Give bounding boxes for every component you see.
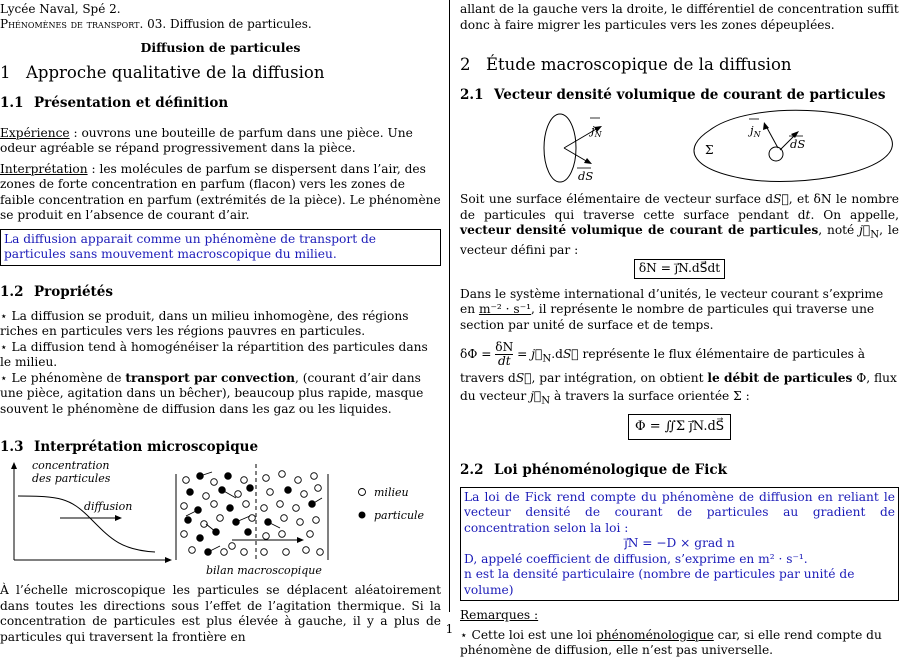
particle-dot <box>225 473 232 480</box>
interpretation-paragraph <box>0 162 441 224</box>
fraction-dN-dt: $\frac{\delta N}{dt}$ <box>495 340 514 369</box>
formula-2-wrapper <box>460 414 899 440</box>
medium-dot <box>303 547 310 554</box>
remark-text-b: car, si elle rend compte du phénomène de diffusion, elle n’est pas universelle. <box>460 627 882 658</box>
document-title: Diffusion de particules <box>140 40 301 55</box>
label-dS-2: dS <box>790 137 806 151</box>
star-bullet-icon: ⋆ <box>0 308 12 323</box>
section-2-2-title <box>460 462 899 479</box>
concentration-graph <box>11 460 172 563</box>
medium-dot <box>261 549 268 556</box>
medium-dot <box>203 493 210 500</box>
flux-text-a: représente le flux élémentaire de particules à travers d <box>460 347 866 385</box>
definition-box: La diffusion apparait comme un phénomène de transport de particules sans mouvement macroscopique du milieu. <box>0 229 441 266</box>
formula-2: Φ = ∬Σ j⃗N.dS⃗ <box>628 414 731 440</box>
section-1-2-text: Propriétés <box>34 283 113 300</box>
property-item-1 <box>0 309 441 340</box>
flux-text-c: Φ, flux du vecteur <box>460 370 897 403</box>
section-1-2-number: 1.2 <box>0 283 24 300</box>
medium-dot <box>315 485 322 492</box>
fick-formula: j⃗N = −D × grad n <box>624 536 735 551</box>
medium-dot <box>243 501 250 508</box>
section-1-2-title <box>0 284 441 301</box>
label-jN-main: j <box>591 123 595 137</box>
column-divider <box>449 0 450 612</box>
medium-dot <box>235 491 242 498</box>
particle-dot <box>227 505 234 512</box>
medium-dot <box>279 471 286 478</box>
experience-text: : ouvrons une bouteille de parfum dans une pièce. Une odeur agréable se répand progressivement dans la pièce. <box>0 125 413 155</box>
property-item-2-text: La diffusion tend à homogénéiser la répartition des particules dans le milieu. <box>0 339 428 369</box>
section-2-2-number: 2.2 <box>460 461 484 478</box>
page-number: 1 <box>445 622 454 636</box>
def-text-e: , le vecteur défini par : <box>460 223 899 257</box>
def-text-b: , et δN le nombre de particules qui traverse cette surface pendant d <box>460 192 899 222</box>
medium-dot <box>279 531 286 538</box>
medium-dot <box>277 501 284 508</box>
particle-dot <box>185 517 192 524</box>
diffusion-figure <box>0 460 441 582</box>
flux-text-bold: le débit de particules <box>707 370 853 385</box>
label-jN-2 <box>747 123 762 139</box>
def-text-c: . On appelle, <box>810 207 899 222</box>
property-item-2 <box>0 340 441 371</box>
remark-underlined: phénoménologique <box>595 627 714 642</box>
medium-dot <box>307 531 314 538</box>
particle-box <box>176 464 328 577</box>
units-paragraph <box>460 287 899 334</box>
section-1-3-number: 1.3 <box>0 439 24 455</box>
header-school: Lycée Naval, Spé 2. <box>0 2 121 16</box>
medium-dot <box>261 505 268 512</box>
header-chapter: . 03. Diffusion de particules. <box>139 17 312 31</box>
medium-dot <box>217 515 224 522</box>
section-1-1-title <box>0 95 441 112</box>
section-1-1-number: 1.1 <box>0 94 24 111</box>
header-course <box>0 17 441 32</box>
medium-dot <box>183 477 190 484</box>
interpretation-label: Interprétation <box>0 161 88 176</box>
property-item-3-text-a: Le phénomène de <box>11 370 126 385</box>
def-text-bold: vecteur densité volumique de courant de particules <box>460 223 819 237</box>
medium-dot <box>317 549 324 556</box>
experience-label: Expérience <box>0 125 70 140</box>
star-bullet-icon: ⋆ <box>0 370 12 385</box>
label-jN-2-sub: N <box>753 130 761 139</box>
medium-dot <box>311 473 318 480</box>
medium-dot <box>189 547 196 554</box>
def-text-d: , noté <box>818 223 860 237</box>
particle-dot <box>197 535 204 542</box>
legend-milieu: milieu <box>374 486 409 499</box>
right-column <box>460 0 899 659</box>
units-unit: m⁻² · s⁻¹ <box>478 302 532 317</box>
property-item-3 <box>0 371 441 418</box>
section-1-text: Approche qualitative de la diffusion <box>26 62 325 82</box>
particule-symbol-icon <box>359 512 366 519</box>
figure-label-concentration-2: des particules <box>32 472 111 485</box>
particle-dot <box>187 489 194 496</box>
medium-dot <box>267 489 274 496</box>
medium-dot <box>283 549 290 556</box>
units-text-a: Dans le système international d’unités, le vecteur courant s’exprime en <box>460 286 884 317</box>
remarks-label-text: Remarques : <box>460 608 539 623</box>
definition-paragraph: Soit une surface élémentaire de vecteur surface dS⃗, et δN le nombre de particules qui traverse cette surface pendant dt. On appelle, vecteur densité volumique de courant de particules, noté $j⃗_N$, le vecteur défini par : <box>460 192 899 257</box>
motion-arrow <box>206 524 216 532</box>
label-sigma: Σ <box>705 143 714 157</box>
surface-element-sketch <box>544 114 603 183</box>
current-density-figure <box>460 108 899 188</box>
section-1-3-title <box>0 439 441 456</box>
particle-dot <box>285 487 292 494</box>
section-1-title <box>0 63 441 83</box>
experience-paragraph <box>0 126 441 157</box>
medium-dot <box>229 543 236 550</box>
medium-dot <box>301 491 308 498</box>
medium-dot <box>263 533 270 540</box>
left-column <box>0 0 441 645</box>
medium-dot <box>181 531 188 538</box>
units-text-b: , il représente le nombre de particules qui traverse une section par unité de surface et de temps. <box>460 302 875 332</box>
section-2-2-text: Loi phénoménologique de Fick <box>494 461 727 478</box>
continued-paragraph: allant de la gauche vers la droite, le différentiel de concentration suffit donc à faire migrer les particules vers les zones dépeuplées. <box>460 2 899 32</box>
section-2-number: 2 <box>460 55 471 74</box>
property-item-1-text: La diffusion se produit, dans un milieu inhomogène, des régions riches en particules vers les régions pauvres en particules. <box>0 308 409 338</box>
medium-dot <box>211 501 218 508</box>
label-dS: dS <box>578 169 594 183</box>
star-bullet-icon: ⋆ <box>460 627 472 642</box>
property-item-3-bold: transport par convection <box>125 370 295 385</box>
medium-dot <box>241 477 248 484</box>
milieu-symbol-icon <box>359 489 366 496</box>
section-2-1-title <box>460 87 899 104</box>
medium-dot <box>211 479 218 486</box>
fick-line-2: D, appelé coefficient de diffusion, s’exprime en m² · s⁻¹. <box>464 551 808 566</box>
figure-legend <box>359 486 425 522</box>
section-2-1-number: 2.1 <box>460 87 484 103</box>
figure-label-bilan: bilan macroscopique <box>206 564 322 577</box>
fick-line-3: n est la densité particulaire (nombre de particules par unité de volume) <box>464 567 855 597</box>
medium-dot <box>313 517 320 524</box>
label-jN <box>588 123 603 139</box>
microscopic-paragraph: À l’échelle microscopique les particules se déplacent aléatoirement dans toutes les directions sous l’effet de l’agitation thermique. Si la concentration de particules est plus élevée à gauche, il y a plus de particules qui traversent la frontière en <box>0 583 441 644</box>
particle-dot <box>247 485 254 492</box>
def-text-a: Soit une surface élémentaire de vecteur surface d <box>460 192 774 206</box>
medium-dot <box>181 503 188 510</box>
medium-dot <box>293 505 300 512</box>
flux-paragraph: δΦ = $\frac{\delta N}{dt}$ = $j⃗_N.dS⃗$ représente le flux élémentaire de particules à travers dS⃗, par intégration, on obtient le débit de particules Φ, flux du vecteur $j⃗_N$ à travers la surface orientée Σ : <box>460 340 897 407</box>
remark-text-a: Cette loi est une loi <box>471 627 596 642</box>
flux-text-d: à travers la surface orientée Σ : <box>550 388 750 403</box>
star-bullet-icon: ⋆ <box>0 339 12 354</box>
legend-particule: particule <box>374 509 425 522</box>
label-jN-2-main: j <box>750 123 754 137</box>
figure-label-diffusion: diffusion <box>84 500 133 513</box>
section-1-1-text: Présentation et définition <box>34 94 229 111</box>
medium-dot <box>263 475 270 482</box>
formula-1-wrapper <box>460 259 899 279</box>
figure-label-concentration-1: concentration <box>32 460 110 472</box>
particles-group <box>181 471 324 556</box>
medium-dot <box>297 519 304 526</box>
motion-arrow <box>222 490 236 498</box>
closed-surface-sketch <box>694 110 892 181</box>
fick-law-box <box>460 487 899 602</box>
medium-dot <box>295 477 302 484</box>
section-2-title <box>460 55 899 75</box>
section-2-1-text: Vecteur densité volumique de courant de particules <box>494 87 886 103</box>
header-course-name: Phénomènes de transport <box>0 17 140 31</box>
particle-dot <box>245 529 252 536</box>
medium-dot <box>221 549 228 556</box>
section-1-3-text: Interprétation microscopique <box>34 439 259 455</box>
section-1-number: 1 <box>0 62 11 82</box>
property-item-3-text-b: , (courant d’air dans une pièce, agitation dans un bêcher), beaucoup plus rapide, masque souvent le phénomène de diffusion dans les gaz ou les liquides. <box>0 370 424 416</box>
interpretation-text: : les molécules de parfum se dispersent dans l’air, des zones de forte concentration en parfum (flacon) vers les zones de faible concentration en parfum (extrémités de la pièce). Le phénomène se produit en l’absence de courant d’air. <box>0 161 441 222</box>
label-jN-sub: N <box>594 130 602 139</box>
medium-dot <box>241 549 248 556</box>
section-2-text: Étude macroscopique de la diffusion <box>486 55 792 74</box>
formula-1: δN = j⃗N.dS⃗dt <box>634 259 725 279</box>
fick-line-1: La loi de Fick rend compte du phénomène de diffusion en reliant le vecteur densité de courant de particules au gradient de concentration selon la loi : <box>464 489 895 535</box>
flux-text-b: , par intégration, on obtient <box>531 370 708 385</box>
medium-dot <box>281 515 288 522</box>
